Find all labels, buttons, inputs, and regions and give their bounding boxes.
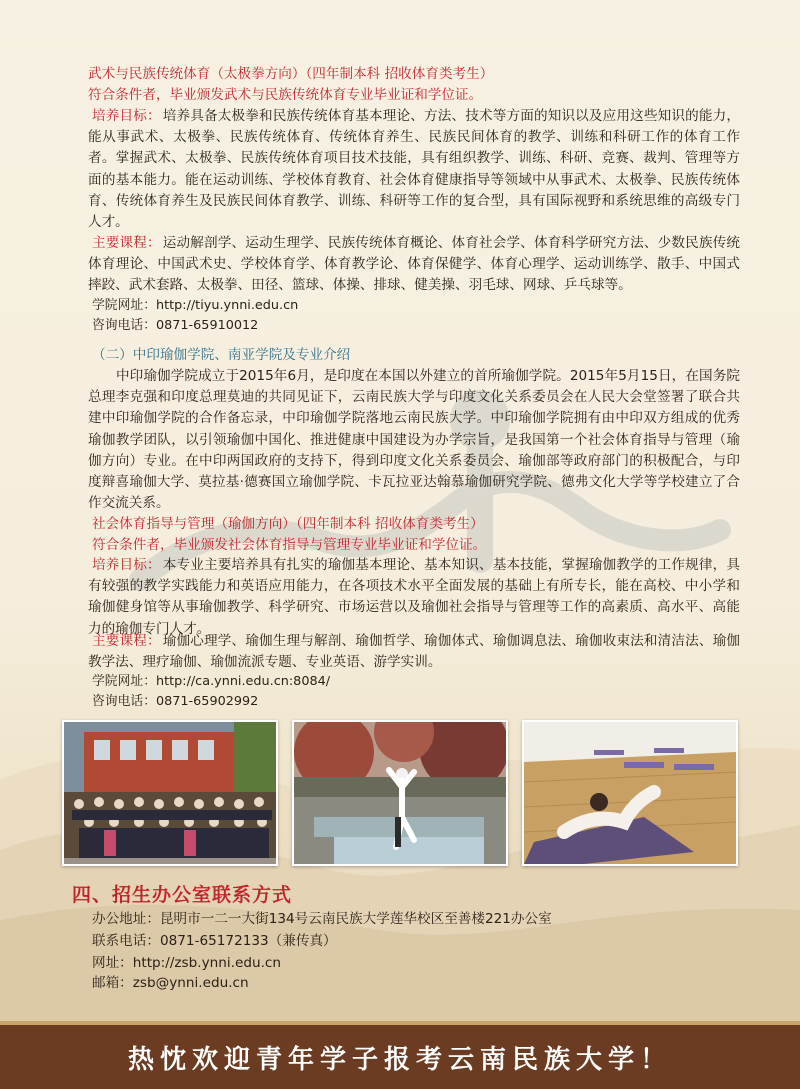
yoga-website: 学院网址：http://ca.ynni.edu.cn:8084/	[92, 674, 331, 689]
footer-banner	[0, 1021, 800, 1089]
contact-phone: 联系电话：0871-65172133（兼传真）	[92, 933, 337, 949]
yoga-courses	[88, 631, 740, 673]
wushu-requirement: 符合条件者，毕业颁发武术与民族传统体育专业毕业证和学位证。	[88, 87, 483, 103]
yoga-goal	[88, 555, 740, 640]
yoga-major-title: 社会体育指导与管理（瑜伽方向）（四年制本科 招收体育类考生）	[92, 516, 484, 532]
wushu-goal-label: 培养目标：	[92, 108, 161, 124]
wushu-courses	[88, 233, 740, 297]
wushu-goal-text: 培养具备太极拳和民族传统体育基本理论、方法、技术等方面的知识以及应用这些知识的能力，能从事武术、太极拳、民族传统体育、传统体育养生、民族民间体育的教学、训练和科研工作的体育工作者。掌握武术、太极拳、民族传统体育项目技术技能，具有组织教学、训练、科研、竞赛、裁判、管理等方面的基本能力。能在运动训练、学校体育教育、社会体育健康指导等领域中从事武术、太极拳、民族传统体育、传统体育养生及民族民间体育教学、训练、科研等工作的复合型，具有国际视野和系统思维的高级专门人才。	[88, 108, 741, 231]
wushu-major-title: 武术与民族传统体育（太极拳方向）（四年制本科 招收体育类考生）	[88, 66, 494, 82]
outdoor-yoga-photo	[292, 720, 508, 866]
yoga-goal-text: 本专业主要培养具有扎实的瑜伽基本理论、基本知识、基本技能，掌握瑜伽教学的工作规律，具有较强的教学实践能力和英语应用能力，在各项技术水平全面发展的基础上有所专长，能在高校、中小学和瑜伽健身馆等从事瑜伽教学、科学研究、市场运营以及瑜伽社会指导与管理等工作的高素质、高水平、高能力的瑜伽专门人才。	[88, 557, 741, 637]
yoga-college-heading: （二）中印瑜伽学院、南亚学院及专业介绍	[92, 347, 351, 363]
wushu-courses-text: 运动解剖学、运动生理学、民族传统体育概论、体育社会学、体育科学研究方法、少数民族传统体育理论、中国武术史、学校体育学、体育教学论、体育保健学、体育心理学、运动训练学、散手、中国式摔跤、武术套路、太极拳、田径、篮球、体操、排球、健美操、羽毛球、网球、乒乓球等。	[88, 235, 741, 294]
contact-email: 邮箱：zsb@ynni.edu.cn	[92, 975, 249, 991]
footer-slogan: 热忱欢迎青年学子报考云南民族大学！	[127, 1045, 672, 1075]
wushu-goal	[88, 106, 740, 233]
yoga-courses-text: 瑜伽心理学、瑜伽生理与解剖、瑜伽哲学、瑜伽体式、瑜伽调息法、瑜伽收束法和清洁法、瑜伽教学法、理疗瑜伽、瑜伽流派专题、专业英语、游学实训。	[88, 633, 741, 671]
wushu-website: 学院网址：http://tiyu.ynni.edu.cn	[92, 298, 299, 313]
wushu-courses-label: 主要课程：	[92, 235, 161, 251]
wushu-phone: 咨询电话：0871-65910012	[92, 318, 259, 333]
indoor-yoga-photo	[522, 720, 738, 866]
yoga-phone: 咨询电话：0871-65902992	[92, 694, 259, 709]
contact-website: 网址：http://zsb.ynni.edu.cn	[92, 955, 281, 971]
yoga-college-intro: 中印瑜伽学院成立于2015年6月，是印度在本国以外建立的首所瑜伽学院。2015年5月15日，在国务院总理李克强和印度总理莫迪的共同见证下，云南民族大学与印度文化关系委员会在人民大会堂签署了联合共建中印瑜伽学院的合作备忘录，中印瑜伽学院落地云南民族大学。中印瑜伽学院拥有由中印双方组成的优秀瑜伽教学团队，以引领瑜伽中国化、推进健康中国建设为办学宗旨，是我国第一个社会体育指导与管理（瑜伽方向）专业。在中印两国政府的支持下，得到印度文化关系委员会、瑜伽部等政府部门的积极配合，与印度辩喜瑜伽大学、莫拉基·德赛国立瑜伽学院、卡瓦拉亚达翰慕瑜伽研究学院、德弗文化大学等学校建立了合作交流关系。	[88, 368, 740, 512]
contact-address: 办公地址：昆明市一二一大街134号云南民族大学莲华校区至善楼221办公室	[92, 911, 552, 927]
yoga-goal-label: 培养目标：	[92, 557, 161, 573]
yoga-requirement: 符合条件者，毕业颁发社会体育指导与管理专业毕业证和学位证。	[92, 537, 487, 553]
contact-heading: 四、招生办公室联系方式	[72, 884, 293, 906]
yoga-courses-label: 主要课程：	[92, 633, 161, 649]
group-photo	[62, 720, 278, 866]
